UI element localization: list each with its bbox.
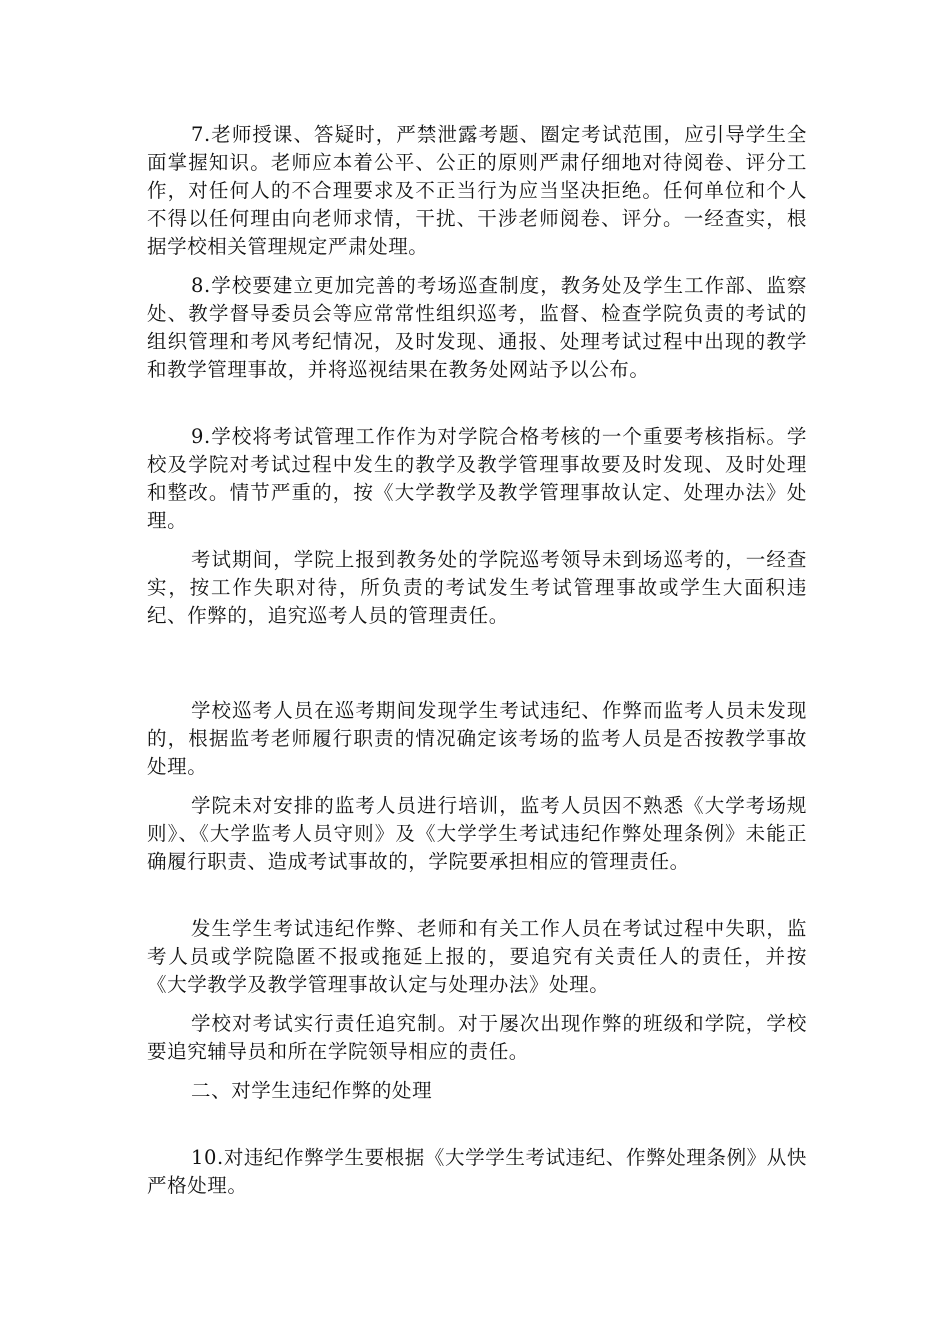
paragraph-concealment-liability: 发生学生考试违纪作弊、老师和有关工作人员在考试过程中失职，监考人员或学院隐匿不报或拖延上报的，要追究有关责任人的责任，并按《大学教学及教学管理事故认定与处理办法》处理。 <box>147 917 807 996</box>
paragraph-inspector-finding: 学校巡考人员在巡考期间发现学生考试违纪、作弊而监考人员未发现的，根据监考老师履行职责的情况确定该考场的监考人员是否按教学事故处理。 <box>147 699 807 778</box>
paragraph-exam-inspection-duty: 考试期间，学院上报到教务处的学院巡考领导未到场巡考的，一经查实，按工作失职对待，所负责的考试发生考试管理事故或学生大面积违纪、作弊的，追究巡考人员的管理责任。 <box>147 548 807 627</box>
paragraph-item-8: 8.学校要建立更加完善的考场巡查制度，教务处及学生工作部、监察处、教学督导委员会等应常常性组织巡考，监督、检查学院负责的考试的组织管理和考风考纪情况，及时发现、通报、处理考试过程中出现的教学和教学管理事故，并将巡视结果在教务处网站予以公布。 <box>147 274 807 381</box>
section-heading: 二、对学生违纪作弊的处理 <box>191 1079 433 1102</box>
paragraph-accountability-system: 学校对考试实行责任追究制。对于屡次出现作弊的班级和学院，学校要追究辅导员和所在学院领导相应的责任。 <box>147 1012 807 1063</box>
paragraph-item-7: 7.老师授课、答疑时，严禁泄露考题、圈定考试范围，应引导学生全面掌握知识。老师应本着公平、公正的原则严肃仔细地对待阅卷、评分工作，对任何人的不合理要求及不正当行为应当坚决拒绝。任何单位和个人不得以任何理由向老师求情，干扰、干涉老师阅卷、评分。一经查实，根据学校相关管理规定严肃处理。 <box>147 123 807 258</box>
paragraph-item-10: 10.对违纪作弊学生要根据《大学学生考试违纪、作弊处理条例》从快严格处理。 <box>147 1146 807 1197</box>
paragraph-item-9: 9.学校将考试管理工作作为对学院合格考核的一个重要考核指标。学校及学院对考试过程中发生的教学及教学管理事故要及时发现、及时处理和整改。情节严重的，按《大学教学及教学管理事故认定、处理办法》处理。 <box>147 425 807 532</box>
paragraph-proctor-training: 学院未对安排的监考人员进行培训，监考人员因不熟悉《大学考场规则》、《大学监考人员守则》及《大学学生考试违纪作弊处理条例》未能正确履行职责、造成考试事故的，学院要承担相应的管理责任。 <box>147 794 807 873</box>
